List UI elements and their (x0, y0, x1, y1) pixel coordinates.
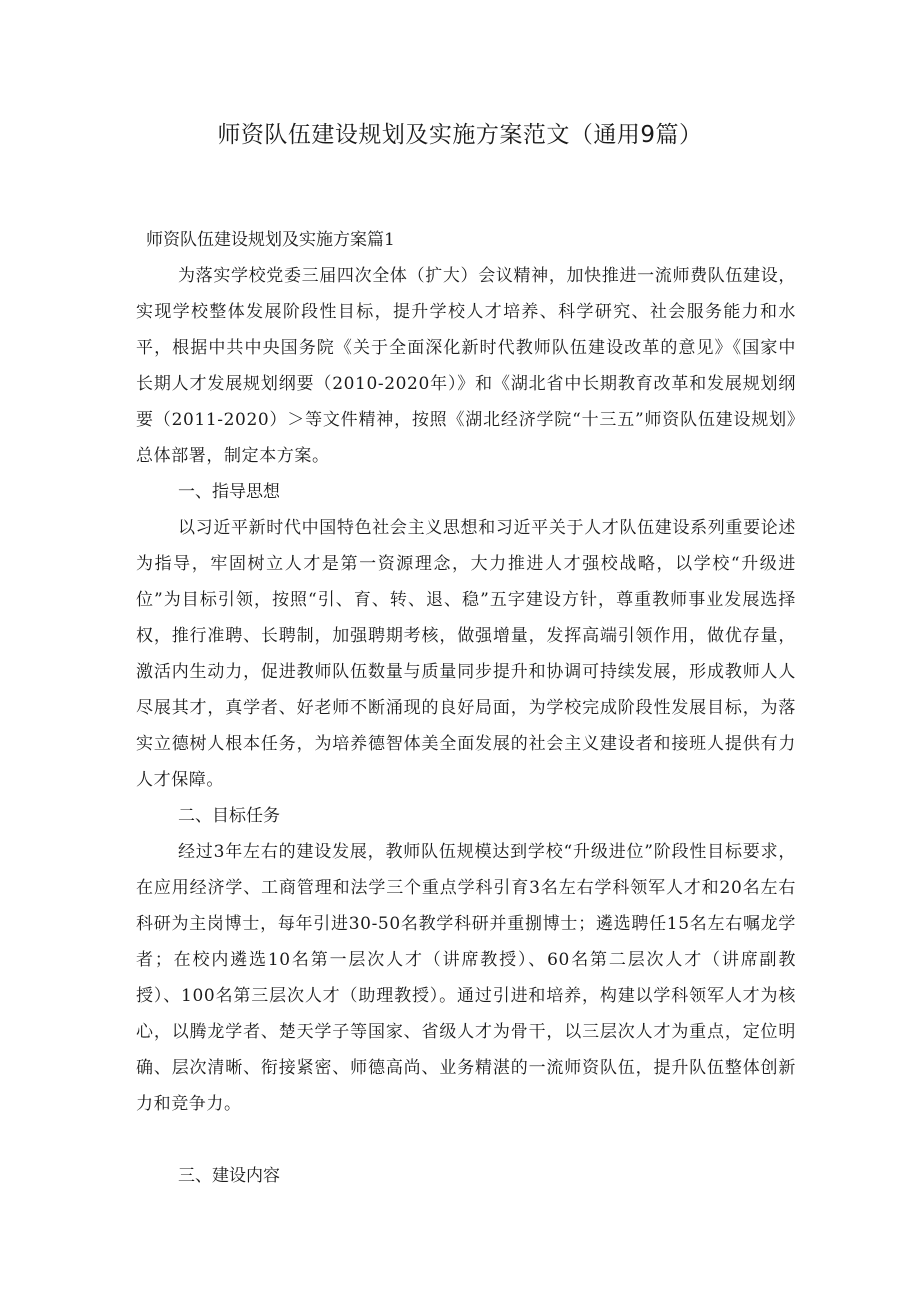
goals-tasks-paragraph: 经过3年左右的建设发展，教师队伍规模达到学校“升级进位”阶段性目标要求，在应用经济学、工商管理和法学三个重点学科引育3名左右学科领军人才和20名左右科研为主岗博士，每年引进30-50名教学科研并重捌博士；遴选聘任15名左右嘱龙学者；在校内遴选10名第一层次人才（讲席教授）、60名第二层次人才（讲席副教授）、100名第三层次人才（助理教授）。通过引进和培养，构建以学科领军人才为核心，以腾龙学者、楚天学子等国家、省级人才为骨干，以三层次人才为重点，定位明确、层次清晰、衔接紧密、师德高尚、业务精湛的一流师资队伍，提升队伍整体创新力和竞争力。 (136, 842, 796, 1114)
heading-goals-tasks: 二、目标任务 (178, 806, 280, 826)
guiding-ideology-paragraph: 以习近平新时代中国特色社会主义思想和习近平关于人才队伍建设系列重要论述为指导，牢固树立人才是第一资源理念，大力推进人才强校战略，以学校“升级进位”为目标引领，按照“引、育、转、退、稳”五字建设方针，尊重教师事业发展选择权，推行准聘、长聘制，加强聘期考核，做强增量，发挥高端引领作用，做优存量，激活内生动力，促进教师队伍数量与质量同步提升和协调可持续发展，形成教师人人尽展其才，真学者、好老师不断涌现的良好局面，为学校完成阶段性发展目标，为落实立德树人根本任务，为培养德智体美全面发展的社会主义建设者和接班人提供有力人才保障。 (136, 518, 796, 790)
intro-paragraph: 为落实学校党委三届四次全体（扩大）会议精神，加快推进一流师费队伍建设，实现学校整体发展阶段性目标，提升学校人才培养、科学研究、社会服务能力和水平，根据中共中央国务院《关于全面深化新时代教师队伍建设改革的意见》《国家中长期人才发展规划纲要（2010-2020年）》和《湖北省中长期教育改革和发展规划纲要（2011-2020）＞等文件精神，按照《湖北经济学院“十三五”师资队伍建设规划》总体部署，制定本方案。 (136, 266, 796, 466)
heading-guiding-ideology: 一、指导思想 (178, 482, 280, 502)
document-body (136, 222, 796, 1194)
section-title: 师资队伍建设规划及实施方案篇1 (146, 230, 395, 250)
document-title: 师资队伍建设规划及实施方案范文（通用9篇） (217, 122, 703, 148)
heading-construction-content: 三、建设内容 (178, 1166, 280, 1186)
